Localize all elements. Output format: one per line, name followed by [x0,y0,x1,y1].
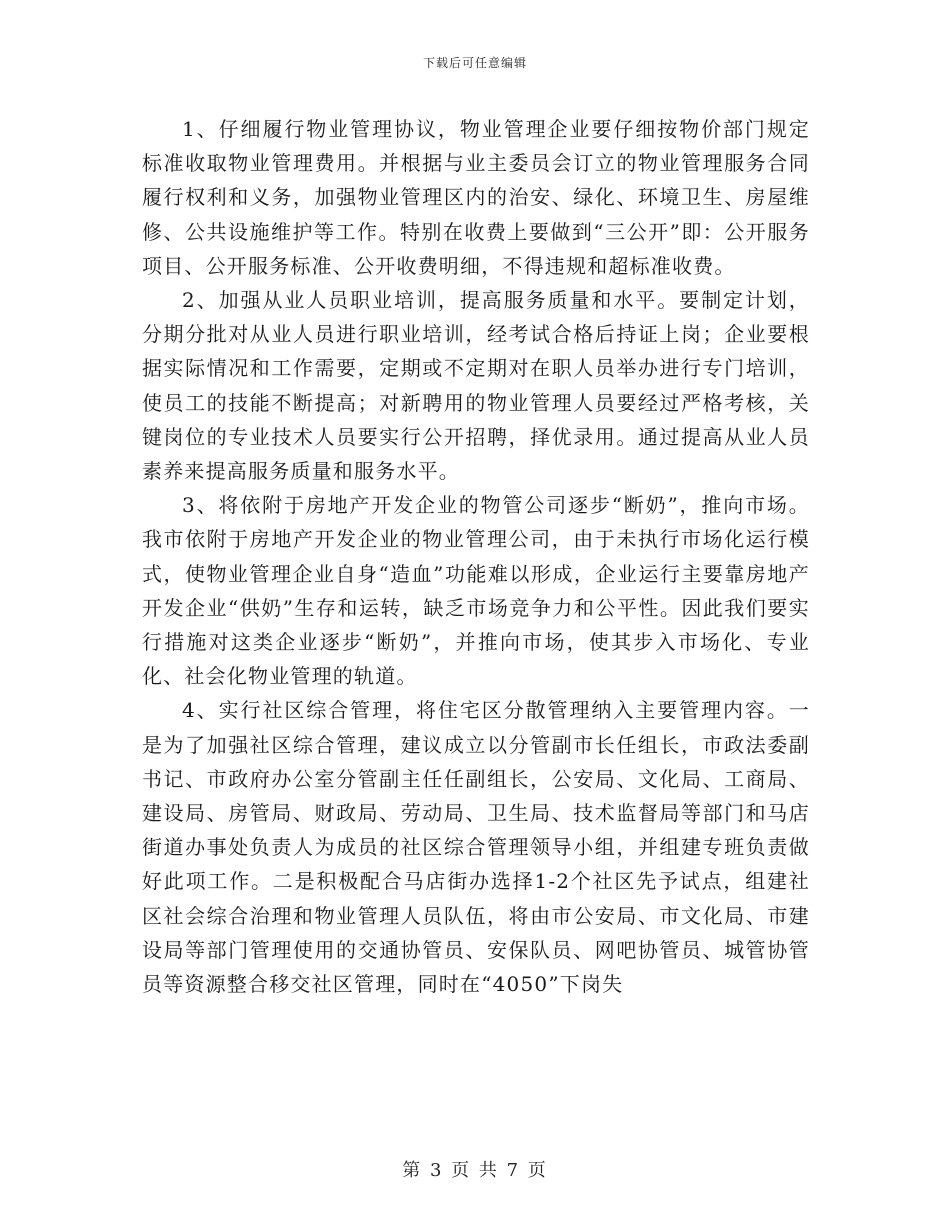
paragraph-1: 1、仔细履行物业管理协议，物业管理企业要仔细按物价部门规定标准收取物业管理费用。并根据与业主委员会订立的物业管理服务合同履行权利和义务，加强物业管理区内的治安、绿化、环境卫生、房屋维修、公共设施维护等工作。特别在收费上要做到“三公开”即：公开服务项目、公开服务标准、公开收费明细，不得违规和超标准收费。 [142,117,810,278]
page-number-footer: 第 3 页 共 7 页 [402,1160,548,1181]
paragraph-3: 3、将依附于房地产开发企业的物管公司逐步“断奶”，推向市场。我市依附于房地产开发企业的物业管理公司，由于未执行市场化运行模式，使物业管理企业自身“造血”功能难以形成，企业运行主要靠房地产开发企业“供奶”生存和运转，缺乏市场竞争力和公平性。因此我们要实行措施对这类企业逐步“断奶”，并推向市场，使其步入市场化、专业化、社会化物业管理的轨道。 [142,493,810,689]
paragraph-2: 2、加强从业人员职业培训，提高服务质量和水平。要制定计划，分期分批对从业人员进行职业培训，经考试合格后持证上岗；企业要根据实际情况和工作需要，定期或不定期对在职人员举办进行专门培训，使员工的技能不断提高；对新聘用的物业管理人员要经过严格考核，关键岗位的专业技术人员要实行公开招聘，择优录用。通过提高从业人员素养来提高服务质量和服务水平。 [142,288,810,484]
page-header-note: 下载后可任意编辑 [422,56,527,70]
paragraph-4: 4、实行社区综合管理，将住宅区分散管理纳入主要管理内容。一是为了加强社区综合管理，建议成立以分管副市长任组长，市政法委副书记、市政府办公室分管副主任任副组长，公安局、文化局、工商局、建设局、房管局、财政局、劳动局、卫生局、技术监督局等部门和马店街道办事处负责人为成员的社区综合管理领导小组，并组建专班负责做好此项工作。二是积极配合马店街办选择1-2个社区先予试点，组建社区社会综合治理和物业管理人员队伍，将由市公安局、市文化局、市建设局等部门管理使用的交通协管员、安保队员、网吧协管员、城管协管员等资源整合移交社区管理，同时在“4050”下岗失 [142,698,810,997]
document-body [142,112,810,1001]
